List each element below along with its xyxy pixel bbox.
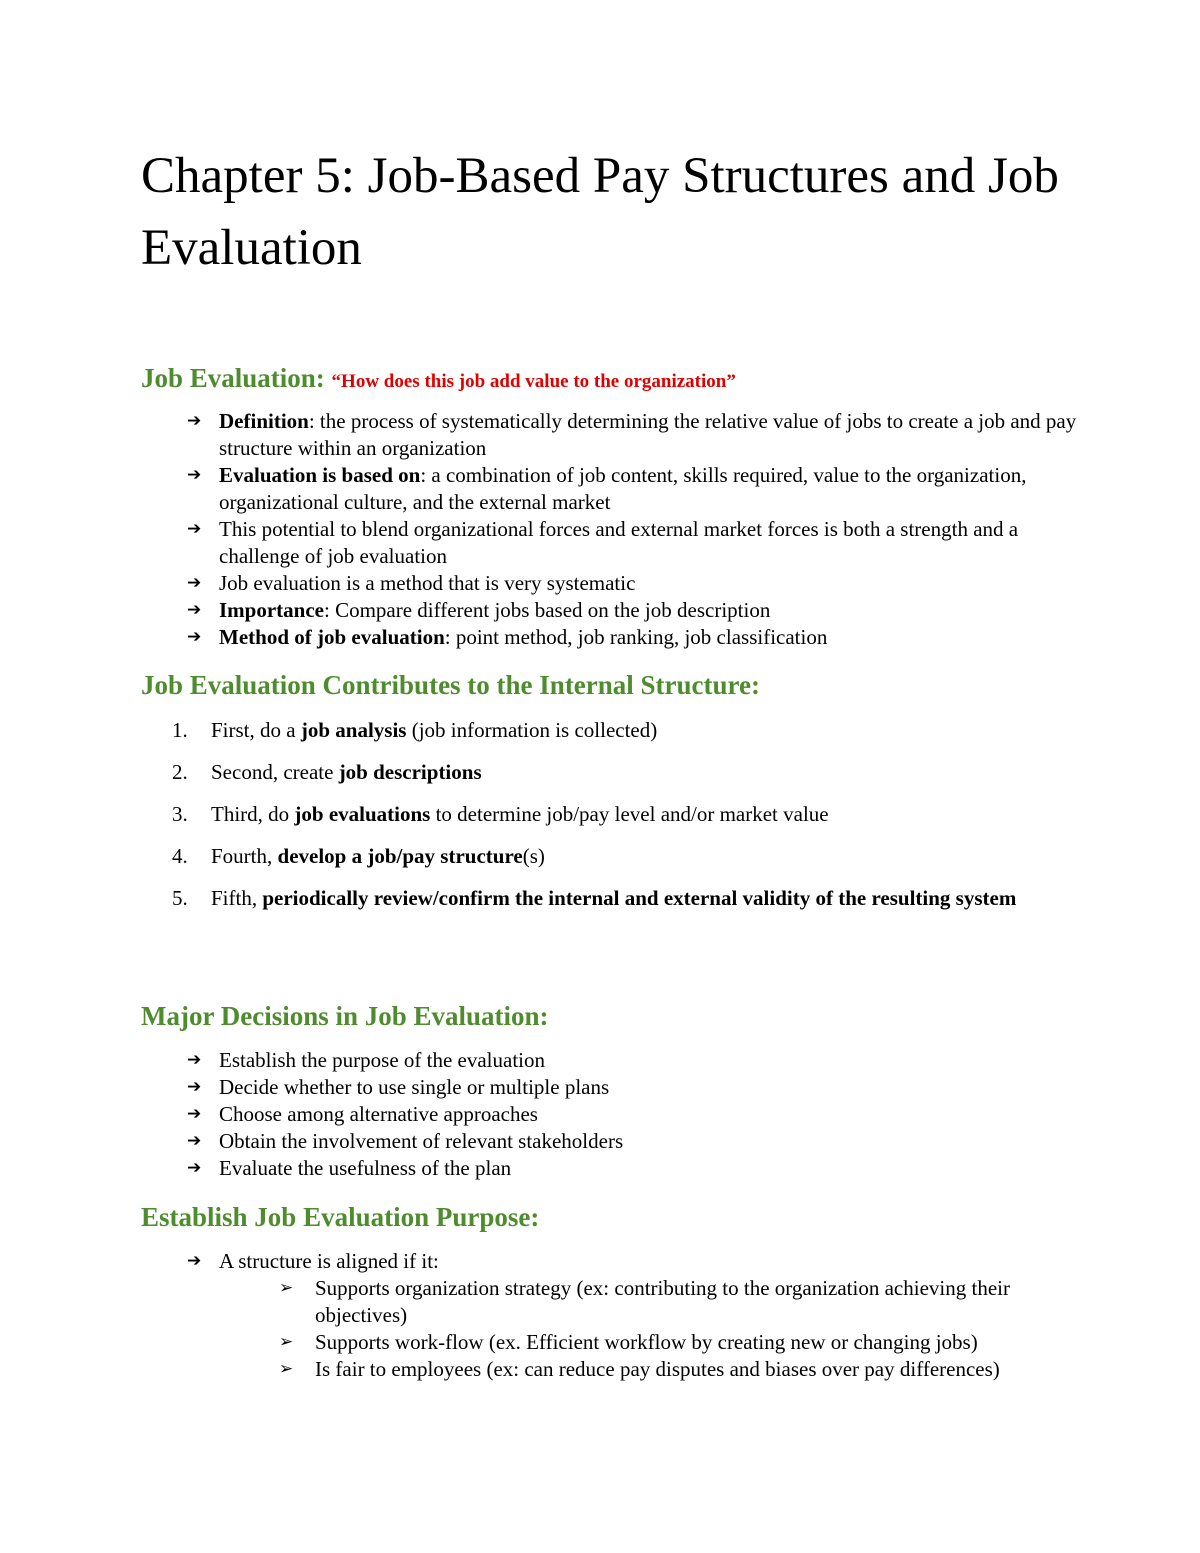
arrow-right-icon: ➔ bbox=[187, 1131, 202, 1151]
arrow-right-icon: ➔ bbox=[187, 627, 202, 647]
item-text: This potential to blend organizational forces and external market forces is both a strength and a challenge of job evaluation bbox=[219, 517, 1019, 568]
item-text: Obtain the involvement of relevant stakeholders bbox=[219, 1129, 624, 1153]
step-text-pre: Third, do bbox=[211, 802, 295, 826]
section-heading-label: Job Evaluation: bbox=[141, 363, 325, 393]
numbered-step bbox=[172, 759, 1072, 786]
step-text-post: to determine job/pay level and/or market value bbox=[430, 802, 829, 826]
step-term: job analysis bbox=[300, 718, 407, 742]
list-item bbox=[187, 1074, 1077, 1101]
arrow-right-icon: ➔ bbox=[187, 1251, 202, 1271]
item-text: A structure is aligned if it: bbox=[219, 1249, 439, 1273]
arrowhead-right-icon: ➢ bbox=[279, 1278, 294, 1298]
establish-purpose-list bbox=[187, 1248, 1077, 1383]
item-term: Evaluation is based on bbox=[219, 463, 421, 487]
list-item bbox=[187, 570, 1077, 597]
page-title: Chapter 5: Job-Based Pay Structures and Job Evaluation bbox=[141, 148, 1059, 276]
step-number: 2. bbox=[172, 760, 188, 784]
sub-list-item bbox=[279, 1275, 1077, 1329]
item-text: : Compare different jobs based on the job description bbox=[323, 598, 771, 622]
arrow-right-icon: ➔ bbox=[187, 573, 202, 593]
numbered-step bbox=[172, 717, 1072, 744]
arrowhead-right-icon: ➢ bbox=[279, 1359, 294, 1379]
section-heading-major-decisions: Major Decisions in Job Evaluation: bbox=[141, 1001, 549, 1031]
item-term: Importance bbox=[219, 598, 324, 622]
arrow-right-icon: ➔ bbox=[187, 600, 202, 620]
internal-structure-steps bbox=[172, 717, 1072, 927]
list-item bbox=[187, 408, 1077, 462]
item-text: Job evaluation is a method that is very systematic bbox=[219, 571, 636, 595]
section-heading-establish-purpose: Establish Job Evaluation Purpose: bbox=[141, 1202, 540, 1232]
step-text-pre: Fifth, bbox=[211, 886, 263, 910]
item-text: Establish the purpose of the evaluation bbox=[219, 1048, 546, 1072]
sub-item-text: Supports organization strategy (ex: contributing to the organization achieving their objectives) bbox=[315, 1276, 1010, 1327]
arrow-right-icon: ➔ bbox=[187, 519, 202, 539]
item-text: : point method, job ranking, job classification bbox=[444, 625, 828, 649]
sub-item-text: Is fair to employees (ex: can reduce pay disputes and biases over pay differences) bbox=[315, 1357, 1000, 1381]
sub-list-item bbox=[279, 1329, 1077, 1356]
step-term: periodically review/confirm the internal and external validity of the resulting system bbox=[262, 886, 1017, 910]
step-term: job evaluations bbox=[294, 802, 431, 826]
step-text-pre: Fourth, bbox=[211, 844, 278, 868]
step-number: 3. bbox=[172, 802, 188, 826]
list-item bbox=[187, 1128, 1077, 1155]
item-text: Decide whether to use single or multiple plans bbox=[219, 1075, 610, 1099]
heading-quote: “How does this job add value to the organization” bbox=[331, 371, 736, 392]
step-number: 4. bbox=[172, 844, 188, 868]
step-number: 5. bbox=[172, 886, 188, 910]
sub-item-text: Supports work-flow (ex. Efficient workflow by creating new or changing jobs) bbox=[315, 1330, 978, 1354]
numbered-step bbox=[172, 843, 1072, 870]
arrow-right-icon: ➔ bbox=[187, 465, 202, 485]
list-item bbox=[187, 462, 1077, 516]
alignment-criteria-list bbox=[219, 1275, 1077, 1383]
list-item bbox=[187, 1248, 1077, 1383]
section-heading-job-evaluation bbox=[141, 361, 736, 399]
step-term: develop a job/pay structure bbox=[277, 844, 523, 868]
major-decisions-list bbox=[187, 1047, 1077, 1182]
step-number: 1. bbox=[172, 718, 188, 742]
step-text-post: (s) bbox=[522, 844, 545, 868]
section-heading-internal-structure: Job Evaluation Contributes to the Internal Structure: bbox=[141, 670, 761, 700]
item-text: : a combination of job content, skills required, value to the organization, organizational culture, and the external market bbox=[219, 463, 1027, 514]
step-term: job descriptions bbox=[338, 760, 482, 784]
item-text: Choose among alternative approaches bbox=[219, 1102, 538, 1126]
arrow-right-icon: ➔ bbox=[187, 1077, 202, 1097]
numbered-step bbox=[172, 801, 1072, 828]
arrowhead-right-icon: ➢ bbox=[279, 1332, 294, 1352]
list-item bbox=[187, 516, 1077, 570]
job-evaluation-list bbox=[187, 408, 1077, 651]
item-text: Evaluate the usefulness of the plan bbox=[219, 1156, 512, 1180]
sub-list-item bbox=[279, 1356, 1077, 1383]
arrow-right-icon: ➔ bbox=[187, 1050, 202, 1070]
list-item bbox=[187, 1047, 1077, 1074]
item-text: : the process of systematically determining the relative value of jobs to create a job and pay structure within an organization bbox=[219, 409, 1077, 460]
arrow-right-icon: ➔ bbox=[187, 1158, 202, 1178]
step-text-pre: First, do a bbox=[211, 718, 301, 742]
list-item bbox=[187, 1155, 1077, 1182]
step-text-pre: Second, create bbox=[211, 760, 339, 784]
list-item bbox=[187, 597, 1077, 624]
item-term: Definition bbox=[219, 409, 309, 433]
arrow-right-icon: ➔ bbox=[187, 411, 202, 431]
list-item bbox=[187, 624, 1077, 651]
item-term: Method of job evaluation bbox=[219, 625, 445, 649]
arrow-right-icon: ➔ bbox=[187, 1104, 202, 1124]
list-item bbox=[187, 1101, 1077, 1128]
step-text-post: (job information is collected) bbox=[406, 718, 658, 742]
numbered-step bbox=[172, 885, 1072, 912]
